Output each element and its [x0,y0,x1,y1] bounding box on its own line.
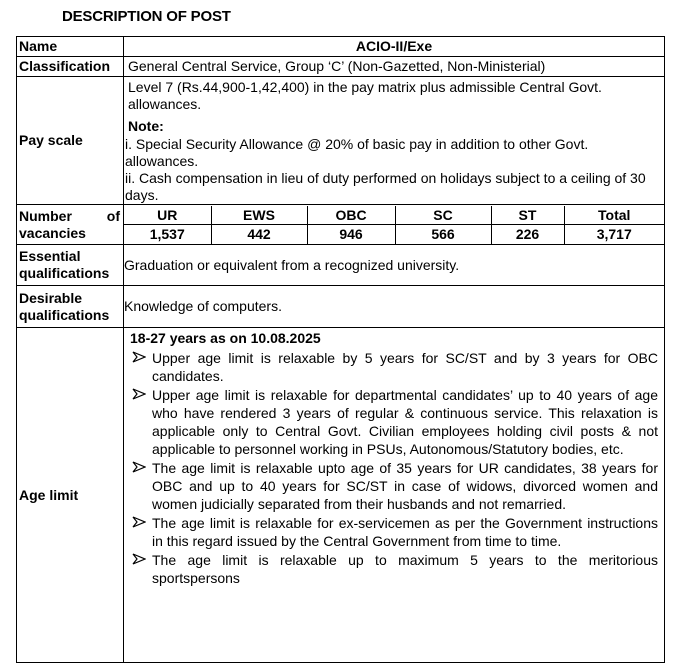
vacancy-header-sc: SC [395,206,491,225]
vacancies-cell [124,205,665,245]
row-essential-qualifications [17,245,665,286]
row-vacancies [17,205,665,245]
row-classification [17,57,665,77]
pay-scale-level: Level 7 (Rs.44,900-1,42,400) in the pay matrix plus admissible Central Govt. allowances. [128,79,602,112]
label-desirable-line2: qualifications [19,306,110,323]
vacancy-value-st: 226 [491,225,564,244]
age-limit-point [130,459,658,513]
label-essential-line1: Essential [19,248,81,264]
pay-scale-note-2: ii. Cash compensation in lieu of duty performed on holidays subject to a ceiling of 30 days. [125,170,646,203]
age-limit-point [130,349,658,385]
post-description-table [16,36,665,663]
value-classification: General Central Service, Group ‘C’ (Non-Gazetted, Non-Ministerial) [124,57,665,77]
label-desirable-line1: Desirable [19,289,83,306]
vacancy-value-sc: 566 [395,225,491,244]
age-limit-point-text: The age limit is relaxable upto age of 35 years for UR candidates, 38 years for OBC and up to 40 years for SC/ST in case of widows, divorced women and women judicially separated from their husbands and not remarried. [152,460,658,512]
age-limit-point-text: Upper age limit is relaxable for departmental candidates’ up to 40 years of age who have rendered 3 years of regular & continuous service. This relaxation is applicable only to Central Govt. Civilian employees holding civil posts & not applicable to personnel working in PSUs, Autonomous/Statutory bodies, etc. [152,387,658,457]
vacancies-value-row [124,225,664,244]
label-age-limit: Age limit [17,328,124,663]
row-name [17,37,665,57]
vacancy-header-st: ST [491,206,564,225]
vacancy-value-total: 3,717 [564,225,664,244]
age-limit-point-text: The age limit is relaxable up to maximum 5 years to the meritorious sportspersons [152,552,658,586]
age-limit-point [130,514,658,550]
post-description-table-frame [16,36,665,625]
age-limit-point-text: The age limit is relaxable for ex-servicemen as per the Government instructions in this regard issued by the Central Government from time to time. [152,515,658,549]
arrow-bullet-icon [132,461,146,473]
row-desirable-qualifications [17,286,665,328]
age-limit-point-text: Upper age limit is relaxable by 5 years for SC/ST and by 3 years for OBC candidates. [152,350,658,384]
age-limit-heading: 18-27 years as on 10.08.2025 [130,330,321,346]
label-classification: Classification [17,57,124,77]
pay-scale-note-1: i. Special Security Allowance @ 20% of basic pay in addition to other Govt. allowances. [125,136,589,169]
label-vacancies-word1: Number [19,207,72,224]
vacancy-header-total: Total [564,206,664,225]
label-vacancies-line2: vacancies [19,224,86,241]
label-desirable-qualifications [17,286,124,328]
label-vacancies-word2: of [106,207,120,224]
arrow-bullet-icon [132,516,146,528]
arrow-bullet-icon [132,351,146,363]
value-desirable-qualifications: Knowledge of computers. [124,286,665,328]
vacancy-value-obc: 946 [307,225,395,244]
vacancy-value-ews: 442 [211,225,307,244]
vacancy-header-obc: OBC [307,206,395,225]
page-title: DESCRIPTION OF POST [62,8,231,25]
vacancy-header-ur: UR [124,206,211,225]
label-name: Name [17,37,124,57]
label-essential-qualifications [17,245,124,286]
row-pay-scale [17,77,665,205]
pay-scale-note-label: Note: [128,118,164,134]
value-pay-scale [124,77,665,205]
arrow-bullet-icon [132,553,146,565]
vacancies-header-row [124,206,664,225]
row-age-limit [17,328,665,663]
label-essential-line2: qualifications [19,265,110,281]
value-essential-qualifications: Graduation or equivalent from a recognized university. [124,245,665,286]
value-age-limit [124,328,665,663]
arrow-bullet-icon [132,388,146,400]
label-vacancies [17,205,124,245]
vacancy-value-ur: 1,537 [149,226,185,243]
value-name: ACIO-II/Exe [124,37,665,57]
vacancy-header-ews: EWS [211,206,307,225]
age-limit-list [130,349,658,587]
age-limit-point [130,551,658,587]
age-limit-point [130,386,658,458]
vacancies-table [124,206,664,244]
label-pay-scale: Pay scale [17,77,124,205]
